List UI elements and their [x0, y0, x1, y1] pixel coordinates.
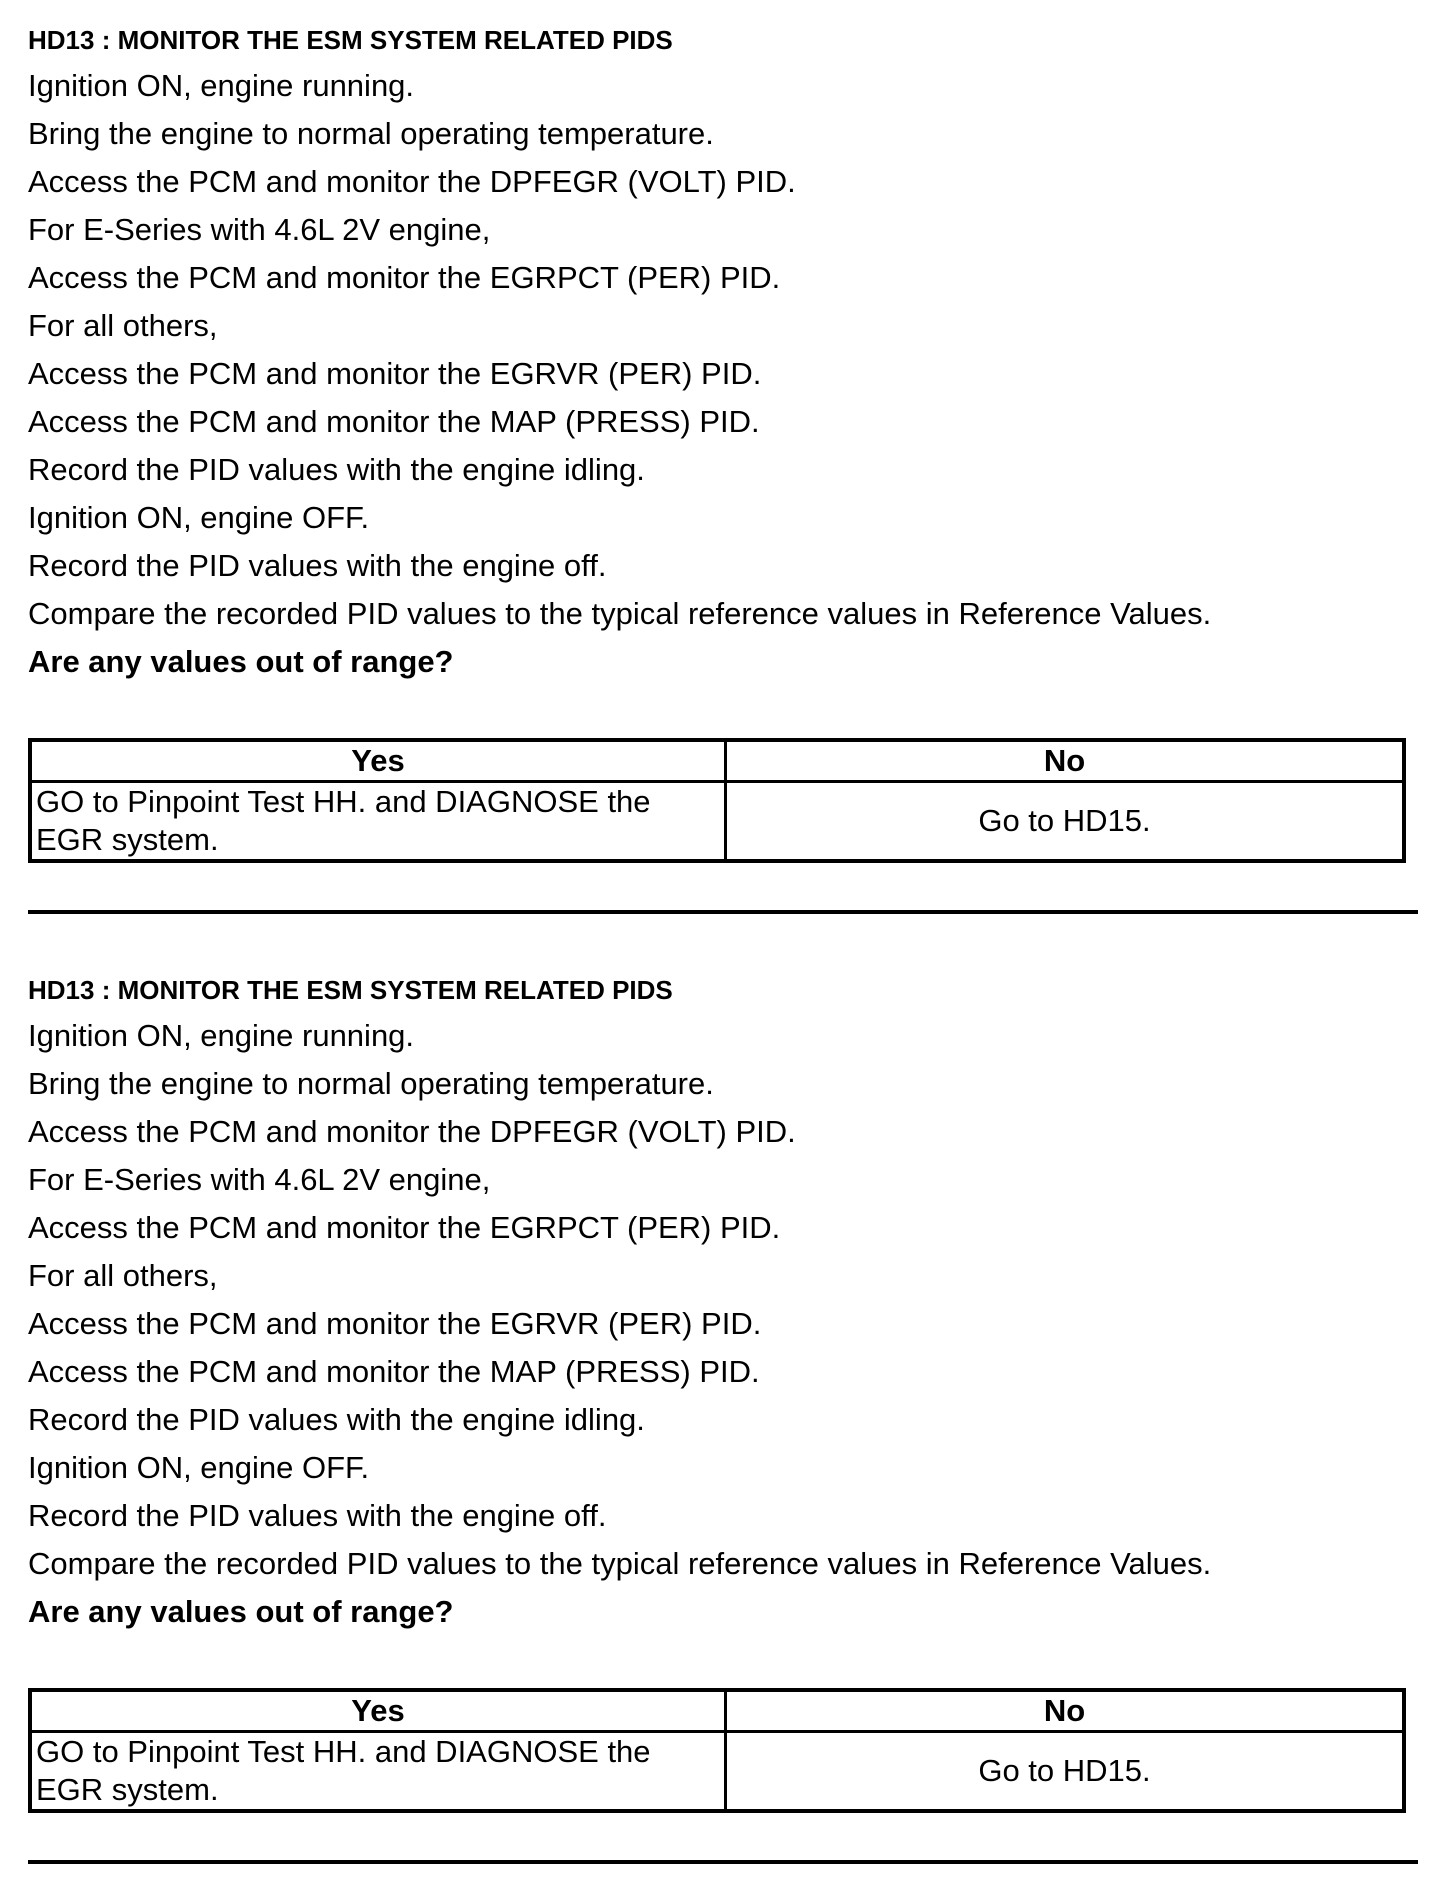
instruction-line: Access the PCM and monitor the EGRVR (PER) PID.	[28, 1306, 762, 1341]
instruction-line: Access the PCM and monitor the DPFEGR (VOLT) PID.	[28, 164, 796, 199]
instruction-line: Ignition ON, engine OFF.	[28, 1450, 370, 1485]
instruction-line: Compare the recorded PID values to the typical reference values in Reference Values.	[28, 1546, 1212, 1581]
diagnostic-step-section	[28, 22, 1418, 857]
yes-action: GO to Pinpoint Test HH. and DIAGNOSE the EGR system.	[30, 1732, 726, 1812]
step-heading: HD13 : MONITOR THE ESM SYSTEM RELATED PIDS	[28, 975, 673, 1005]
decision-table	[28, 1688, 1406, 1813]
section-divider	[28, 1860, 1418, 1864]
step-heading: HD13 : MONITOR THE ESM SYSTEM RELATED PIDS	[28, 25, 673, 55]
instruction-line: Access the PCM and monitor the EGRPCT (PER) PID.	[28, 1210, 781, 1245]
instruction-line: Compare the recorded PID values to the typical reference values in Reference Values.	[28, 596, 1212, 631]
no-action: Go to HD15.	[726, 1732, 1405, 1812]
instruction-line: For all others,	[28, 1258, 218, 1293]
step-instructions	[28, 62, 1418, 638]
instruction-line: Ignition ON, engine running.	[28, 68, 415, 103]
instruction-line: Record the PID values with the engine off.	[28, 1498, 607, 1533]
instruction-line: For E-Series with 4.6L 2V engine,	[28, 1162, 491, 1197]
yes-header: Yes	[30, 740, 726, 782]
instruction-line: Access the PCM and monitor the DPFEGR (VOLT) PID.	[28, 1114, 796, 1149]
decision-question: Are any values out of range?	[28, 644, 454, 679]
instruction-line: Record the PID values with the engine off.	[28, 548, 607, 583]
no-header: No	[726, 1690, 1405, 1732]
instruction-line: Record the PID values with the engine idling.	[28, 452, 645, 487]
section-divider	[28, 910, 1418, 914]
decision-question: Are any values out of range?	[28, 1594, 454, 1629]
yes-header: Yes	[30, 1690, 726, 1732]
decision-table	[28, 738, 1406, 863]
step-instructions	[28, 1012, 1418, 1588]
instruction-line: Bring the engine to normal operating temperature.	[28, 116, 714, 151]
instruction-line: Ignition ON, engine running.	[28, 1018, 415, 1053]
instruction-line: For all others,	[28, 308, 218, 343]
no-action: Go to HD15.	[726, 782, 1405, 862]
instruction-line: Access the PCM and monitor the MAP (PRESS) PID.	[28, 404, 760, 439]
yes-action: GO to Pinpoint Test HH. and DIAGNOSE the EGR system.	[30, 782, 726, 862]
instruction-line: Ignition ON, engine OFF.	[28, 500, 370, 535]
instruction-line: Access the PCM and monitor the EGRVR (PER) PID.	[28, 356, 762, 391]
instruction-line: Record the PID values with the engine idling.	[28, 1402, 645, 1437]
instruction-line: Access the PCM and monitor the EGRPCT (PER) PID.	[28, 260, 781, 295]
instruction-line: For E-Series with 4.6L 2V engine,	[28, 212, 491, 247]
instruction-line: Access the PCM and monitor the MAP (PRESS) PID.	[28, 1354, 760, 1389]
instruction-line: Bring the engine to normal operating temperature.	[28, 1066, 714, 1101]
no-header: No	[726, 740, 1405, 782]
diagnostic-step-section	[28, 972, 1418, 1807]
